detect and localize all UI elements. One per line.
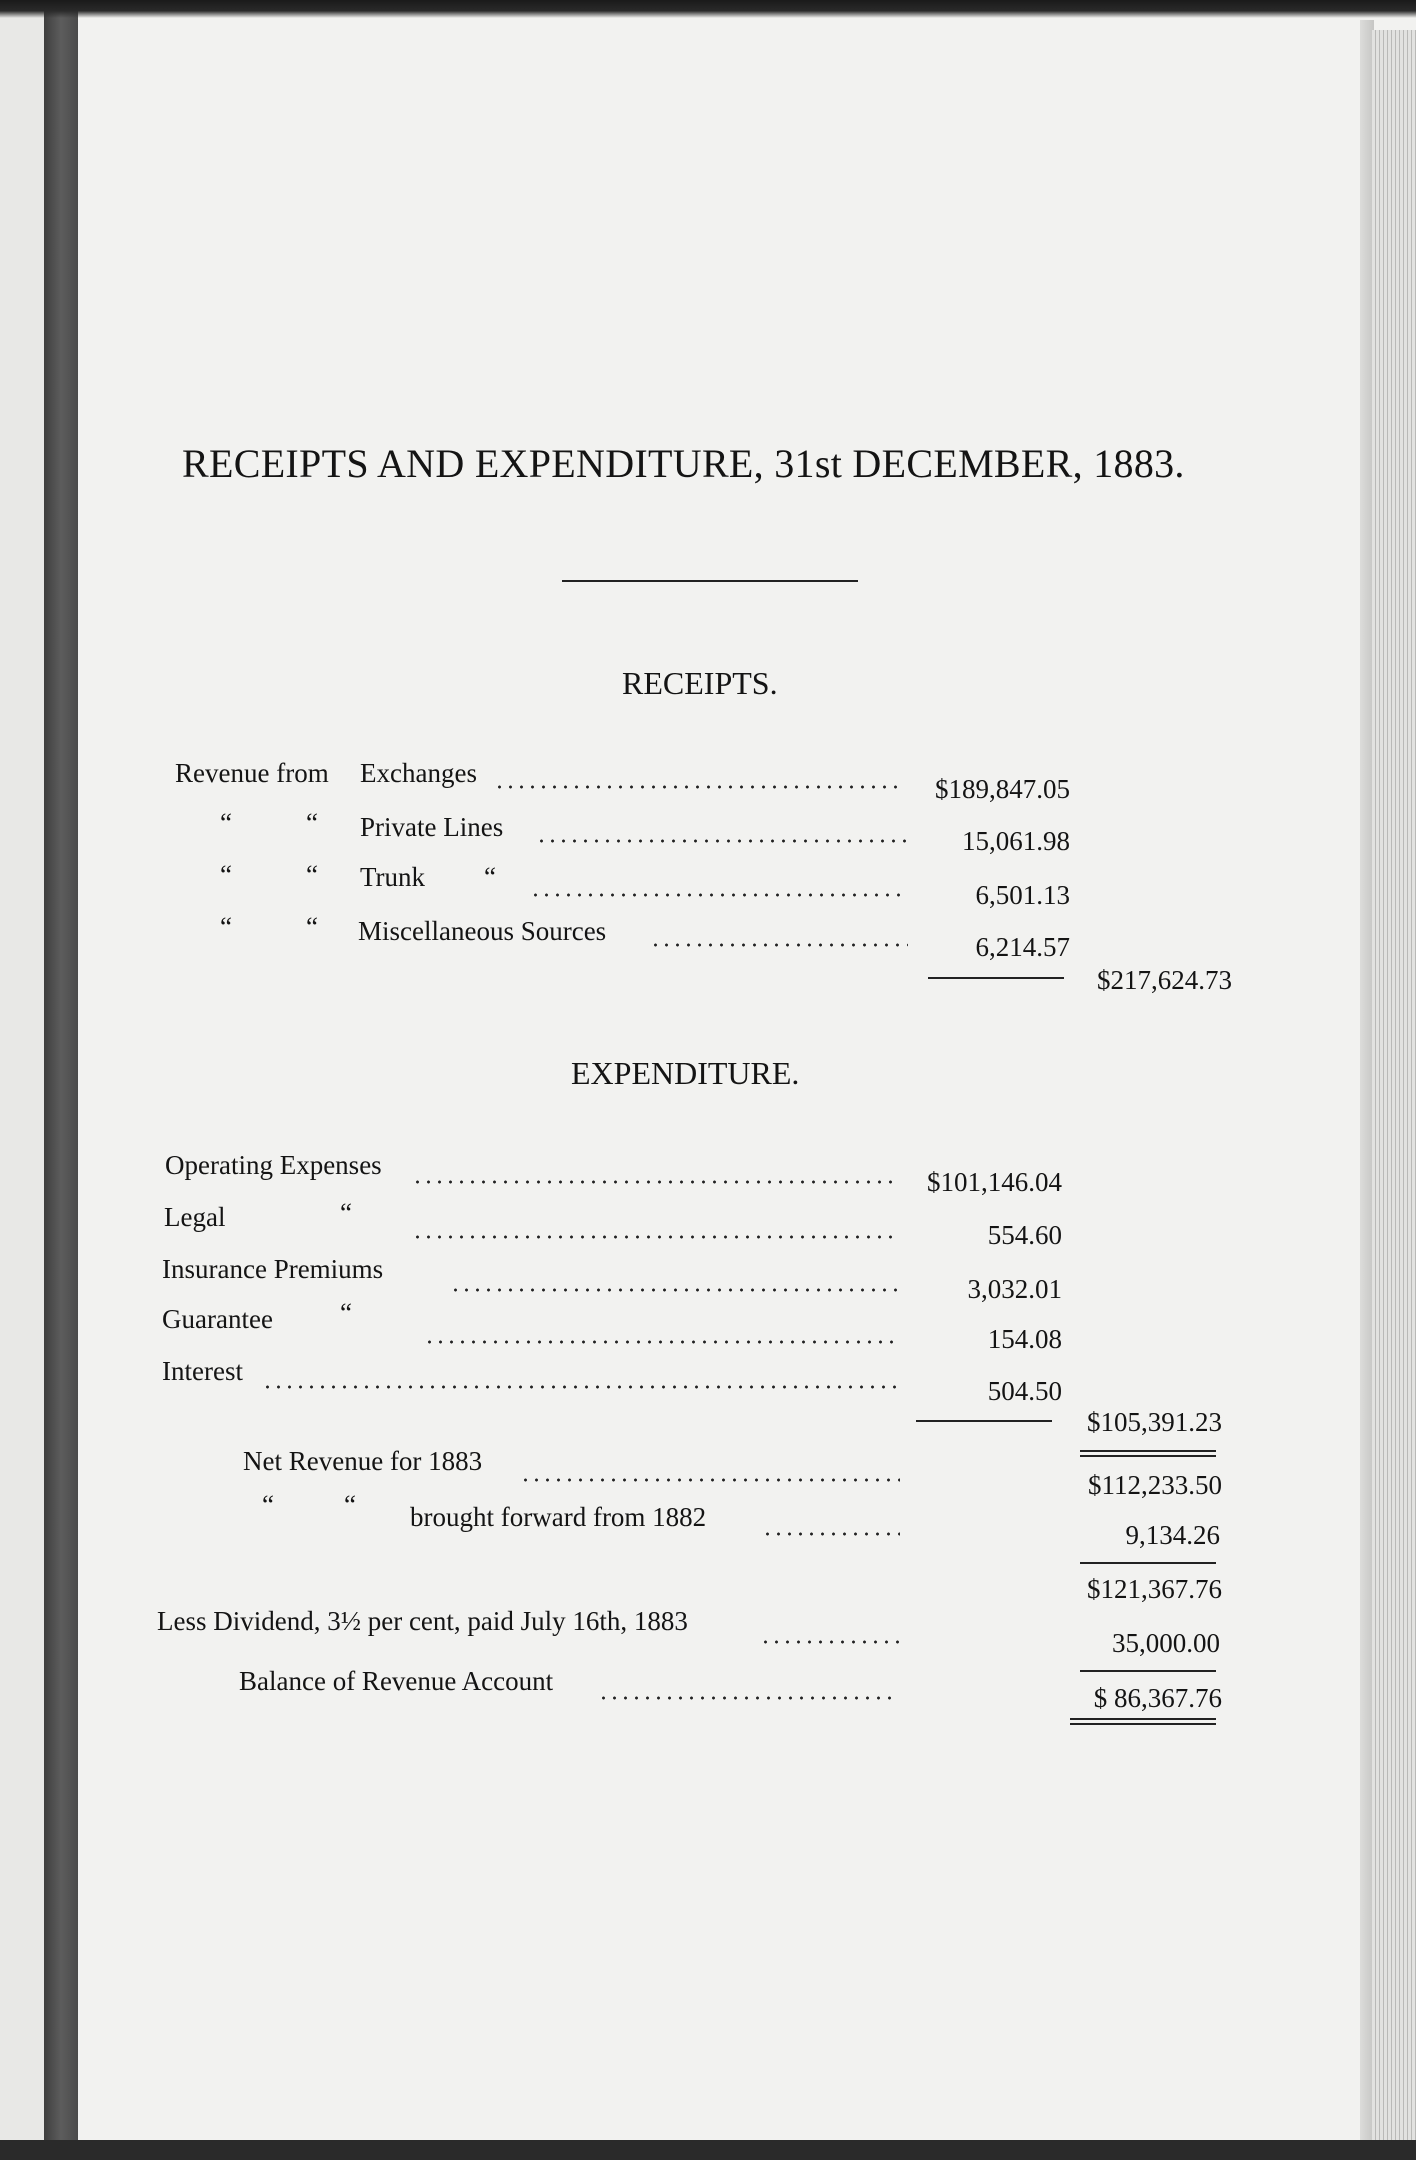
ditto-mark: “ — [306, 808, 318, 838]
expenditure-heading: EXPENDITURE. — [571, 1055, 800, 1091]
ditto-mark: “ — [340, 1298, 352, 1328]
leader-dots — [536, 839, 906, 843]
brought-forward-amount: 9,134.26 — [1125, 1520, 1220, 1550]
leader-dots — [424, 1340, 898, 1344]
subtotal-amount: $121,367.76 — [1087, 1574, 1222, 1604]
expenditure-amount: $101,146.04 — [927, 1167, 1062, 1197]
subtotal-rule — [1080, 1562, 1216, 1564]
leader-dots — [450, 1288, 900, 1292]
leader-dots — [762, 1532, 900, 1536]
balance-label: Balance of Revenue Account — [239, 1666, 554, 1696]
leader-dots — [530, 893, 908, 897]
receipts-heading: RECEIPTS. — [622, 665, 778, 701]
page-title: RECEIPTS AND EXPENDITURE, 31st DECEMBER, 1883. — [182, 441, 1185, 486]
expenditure-label: Insurance Premiums — [162, 1254, 384, 1284]
expenditure-label: Legal — [164, 1202, 226, 1232]
book-spine — [44, 0, 78, 2160]
receipt-amount: 6,214.57 — [975, 932, 1070, 962]
ditto-mark: “ — [262, 1490, 274, 1520]
expenditure-amount: 154.08 — [987, 1324, 1062, 1354]
page-margin-left — [0, 0, 44, 2160]
balance-amount: $ 86,367.76 — [1093, 1683, 1222, 1713]
receipt-label-a: Revenue from — [175, 758, 329, 788]
expenditure-label: Operating Expenses — [165, 1150, 382, 1180]
dividend-amount: 35,000.00 — [1112, 1628, 1220, 1658]
expenditure-total: $105,391.23 — [1087, 1407, 1222, 1437]
leader-dots — [760, 1640, 900, 1644]
leader-dots — [262, 1385, 900, 1389]
leader-dots — [412, 1235, 898, 1239]
expenditure-label: Interest — [162, 1356, 243, 1386]
receipt-label: Exchanges — [360, 758, 477, 788]
top-shadow — [0, 0, 1416, 18]
ditto-mark: “ — [220, 912, 232, 942]
receipt-amount: 6,501.13 — [975, 880, 1070, 910]
ditto-mark: “ — [484, 862, 496, 892]
expenditure-label: Guarantee — [162, 1304, 273, 1334]
receipt-label: Private Lines — [360, 812, 504, 842]
leader-dots — [494, 785, 904, 789]
leader-dots — [412, 1180, 898, 1184]
receipt-label: Miscellaneous Sources — [358, 916, 607, 946]
ditto-mark: “ — [306, 912, 318, 942]
net-revenue-label: Net Revenue for 1883 — [243, 1446, 483, 1476]
leader-dots — [650, 943, 908, 947]
dividend-rule — [1080, 1670, 1216, 1672]
brought-forward-label: brought forward from 1882 — [410, 1502, 707, 1532]
bottom-shadow — [0, 2140, 1416, 2160]
ditto-mark: “ — [344, 1490, 356, 1520]
receipt-amount: 15,061.98 — [962, 826, 1070, 856]
receipts-total: $217,624.73 — [1097, 965, 1232, 995]
receipt-label: Trunk — [360, 862, 426, 892]
net-revenue-amount: $112,233.50 — [1088, 1470, 1222, 1500]
double-rule — [1070, 1718, 1216, 1725]
receipts-subtotal-rule — [928, 977, 1064, 979]
title-rule — [562, 580, 858, 582]
receipt-amount: $189,847.05 — [935, 774, 1070, 804]
page-stack-edge — [1372, 30, 1416, 2160]
expenditure-amount: 504.50 — [987, 1376, 1062, 1406]
ditto-mark: “ — [220, 860, 232, 890]
leader-dots — [598, 1696, 898, 1700]
expenditure-amount: 3,032.01 — [967, 1274, 1062, 1304]
dividend-label: Less Dividend, 3½ per cent, paid July 16th, 1883 — [157, 1606, 688, 1636]
ditto-mark: “ — [220, 808, 232, 838]
expenditure-subtotal-rule — [916, 1420, 1052, 1422]
ditto-mark: “ — [306, 860, 318, 890]
ditto-mark: “ — [340, 1198, 352, 1228]
expenditure-amount: 554.60 — [987, 1220, 1062, 1250]
double-rule — [1080, 1450, 1216, 1457]
leader-dots — [520, 1478, 900, 1482]
